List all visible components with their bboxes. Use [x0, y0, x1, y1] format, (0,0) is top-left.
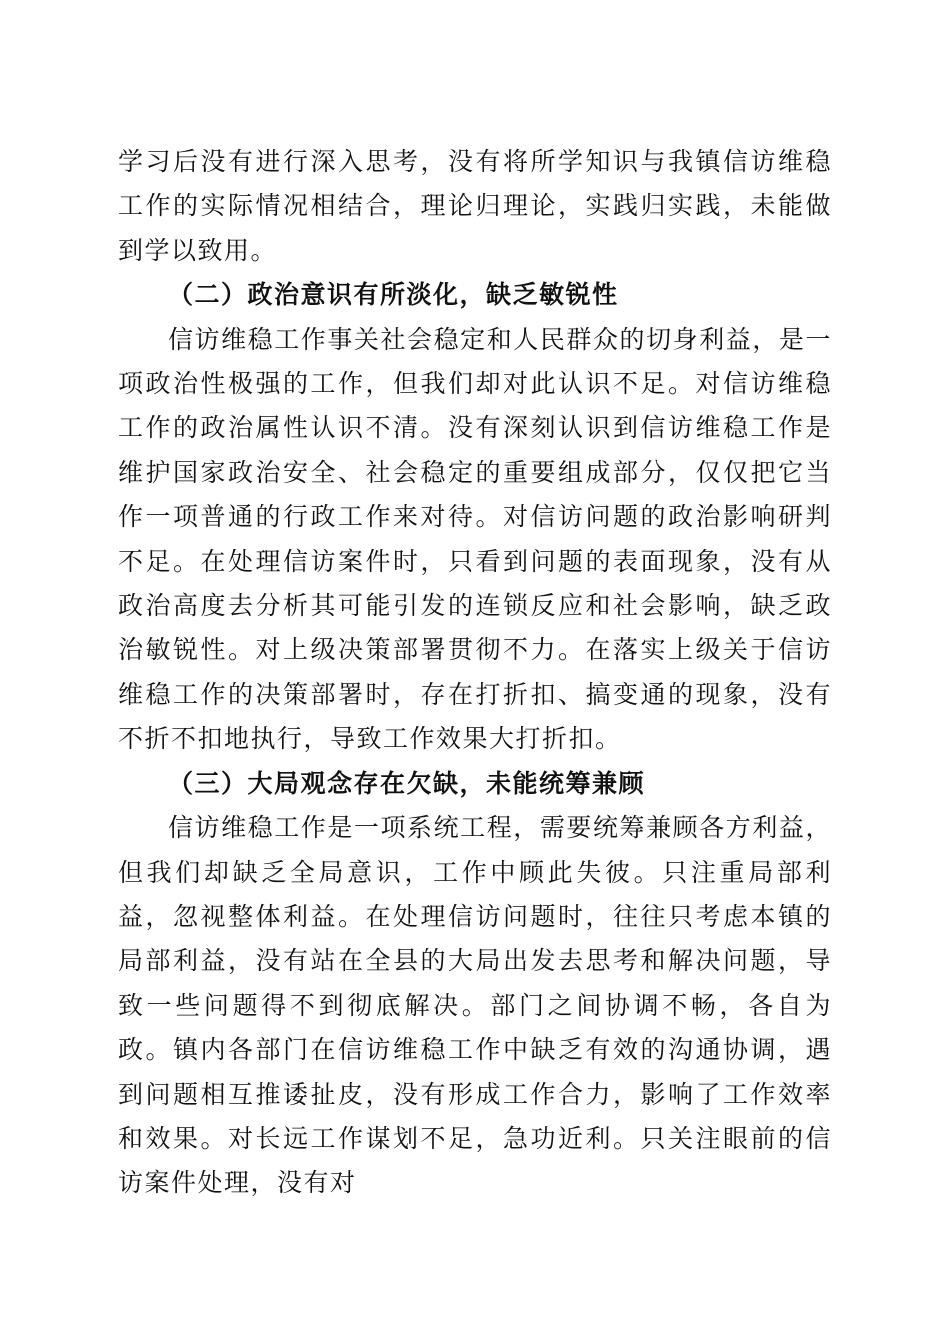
section-heading-2: （二）政治意识有所淡化，缺乏敏锐性	[168, 280, 619, 310]
paragraph-political-awareness: 信访维稳工作事关社会稳定和人民群众的切身利益，是一项政治性极强的工作，但我们却对此认识不足。对信访维稳工作的政治属性认识不清。没有深刻认识到信访维稳工作是维护国家政治安全、社会稳定的重要组成部分，仅仅把它当作一项普通的行政工作来对待。对信访问题的政治影响研判不足。在处理信访案件时，只看到问题的表面现象，没有从政治高度去分析其可能引发的连锁反应和社会影响，缺乏政治敏锐性。对上级决策部署贯彻不力。在落实上级关于信访维稳工作的决策部署时，存在打折扣、搞变通的现象，没有不折不扣地执行，导致工作效果大打折扣。	[118, 324, 832, 754]
paragraph-continuation: 学习后没有进行深入思考，没有将所学知识与我镇信访维稳工作的实际情况相结合，理论归理论，实践归实践，未能做到学以致用。	[118, 147, 832, 265]
document-body	[118, 140, 832, 1206]
paragraph-overall-view: 信访维稳工作是一项系统工程，需要统筹兼顾各方利益，但我们却缺乏全局意识，工作中顾此失彼。只注重局部利益，忽视整体利益。在处理信访问题时，往往只考虑本镇的局部利益，没有站在全县的大局出发去思考和解决问题，导致一些问题得不到彻底解决。部门之间协调不畅，各自为政。镇内各部门在信访维稳工作中缺乏有效的沟通协调，遇到问题相互推诿扯皮，没有形成工作合力，影响了工作效率和效果。对长远工作谋划不足，急功近利。只关注眼前的信访案件处理，没有对	[118, 813, 832, 1198]
section-heading-3: （三）大局观念存在欠缺，未能统筹兼顾	[168, 768, 646, 798]
